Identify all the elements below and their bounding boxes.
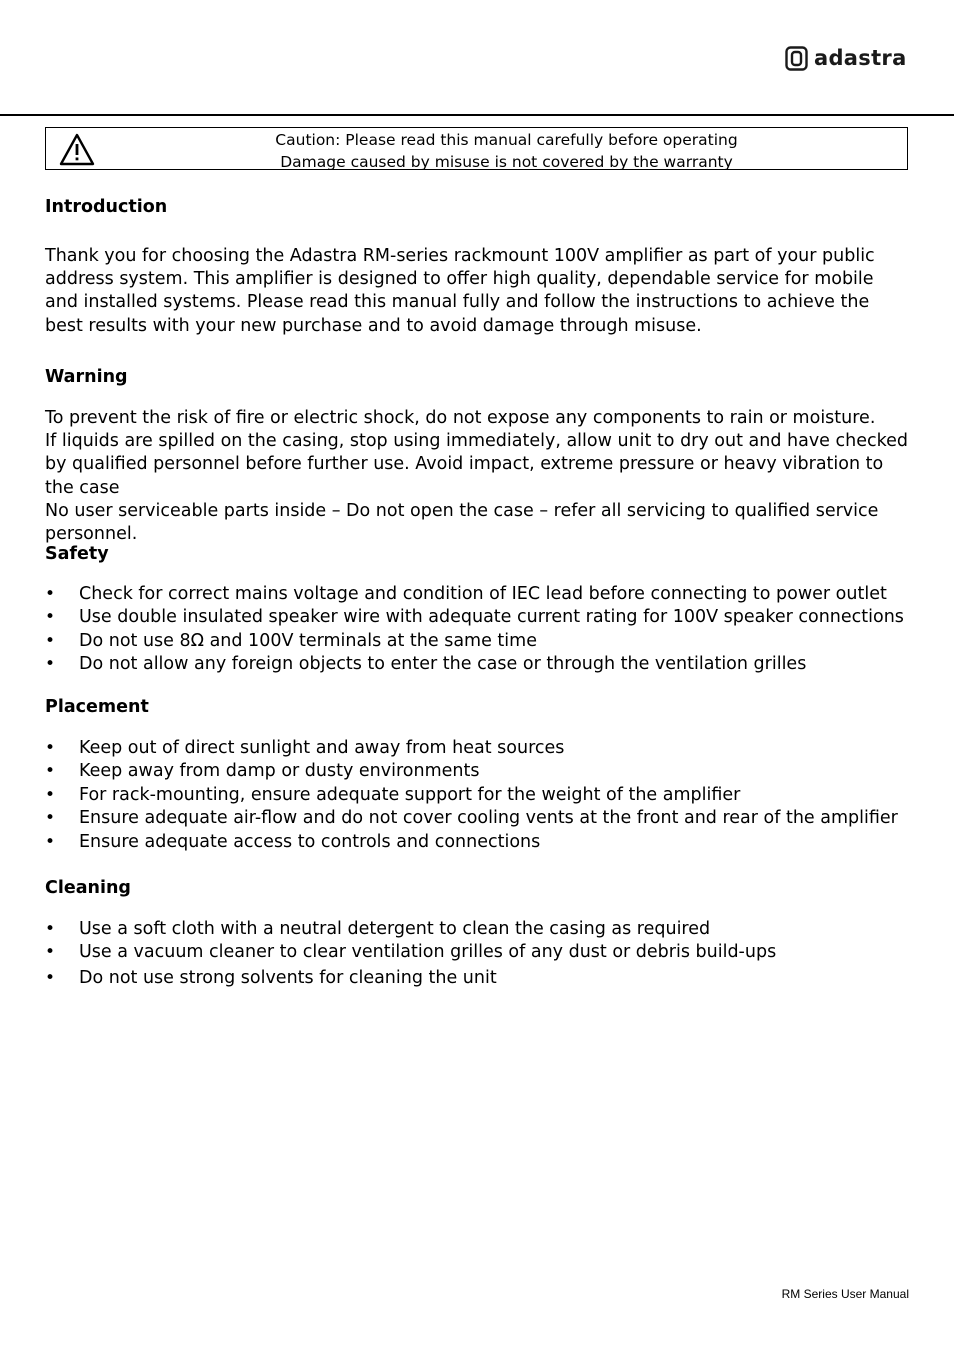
page-footer: RM Series User Manual	[781, 1287, 909, 1301]
safety-list-block	[45, 583, 910, 677]
warning-line-1: To prevent the risk of fire or electric shock, do not expose any components to rain or moisture.	[45, 408, 876, 428]
bullet-icon: •	[45, 784, 56, 805]
placement-heading: Placement	[45, 697, 149, 717]
warning-body-block	[45, 407, 910, 546]
header-rule	[0, 114, 954, 116]
bullet-icon: •	[45, 808, 56, 829]
list-item: • Ensure adequate air-flow and do not cover cooling vents at the front and rear of the amplifier	[45, 807, 910, 830]
placement-section	[45, 695, 910, 719]
cleaning-list-block	[45, 918, 910, 990]
introduction-heading: Introduction	[45, 197, 168, 217]
safety-section	[45, 542, 910, 566]
warning-heading: Warning	[45, 367, 128, 387]
brand-logo	[785, 44, 907, 72]
warning-line-2: If liquids are spilled on the casing, stop using immediately, allow unit to dry out and have checked by qualified personnel before further use. Avoid impact, extreme pressure or heavy vibration to the case	[45, 431, 908, 498]
adastra-logo-icon	[785, 46, 808, 71]
placement-list	[45, 737, 910, 854]
list-item: • Use a soft cloth with a neutral detergent to clean the casing as required	[45, 918, 910, 941]
bullet-icon: •	[45, 654, 56, 675]
cleaning-list	[45, 918, 910, 990]
list-item: • Keep away from damp or dusty environments	[45, 760, 910, 783]
warning-section	[45, 365, 910, 389]
list-item: • For rack-mounting, ensure adequate support for the weight of the amplifier	[45, 784, 910, 807]
bullet-icon: •	[45, 738, 56, 758]
bullet-icon: •	[45, 607, 56, 628]
logo-wordmark: adastra	[814, 46, 907, 70]
bullet-icon: •	[45, 967, 56, 988]
cleaning-heading: Cleaning	[45, 878, 131, 898]
cleaning-section	[45, 876, 910, 900]
introduction-body: Thank you for choosing the Adastra RM-series rackmount 100V amplifier as part of your public address system. This amplifier is designed to offer high quality, dependable service for mobile and installed systems. Please read this manual fully and follow the instructions to achieve the best results with your new purchase and to avoid damage through misuse.	[45, 246, 875, 336]
list-item: • Do not use strong solvents for cleaning the unit	[45, 967, 910, 990]
introduction-section	[45, 195, 910, 219]
list-item: • Do not use 8Ω and 100V terminals at the same time	[45, 630, 910, 653]
introduction-body-block	[45, 245, 910, 338]
caution-line-2: Damage caused by misuse is not covered by the warranty	[280, 153, 733, 171]
list-item: • Use double insulated speaker wire with adequate current rating for 100V speaker connections	[45, 606, 910, 629]
list-item: • Keep out of direct sunlight and away from heat sources	[45, 737, 910, 760]
bullet-icon: •	[45, 942, 56, 963]
placement-list-block	[45, 737, 910, 854]
bullet-icon: •	[45, 630, 56, 651]
bullet-icon: •	[45, 831, 56, 852]
caution-text	[106, 129, 907, 173]
list-item: • Check for correct mains voltage and condition of IEC lead before connecting to power outlet	[45, 583, 910, 606]
safety-heading: Safety	[45, 544, 109, 564]
list-item: • Do not allow any foreign objects to enter the case or through the ventilation grilles	[45, 653, 910, 676]
caution-box	[45, 127, 908, 170]
bullet-icon: •	[45, 919, 56, 939]
bullet-icon: •	[45, 584, 56, 604]
caution-line-1: Caution: Please read this manual carefully before operating	[275, 131, 738, 149]
warning-line-3: No user serviceable parts inside – Do not open the case – refer all servicing to qualified service personnel.	[45, 500, 879, 545]
list-item: • Ensure adequate access to controls and connections	[45, 831, 910, 854]
bullet-icon: •	[45, 761, 56, 782]
list-item: • Use a vacuum cleaner to clear ventilation grilles of any dust or debris build-ups	[45, 941, 910, 964]
warning-triangle-icon	[58, 132, 96, 167]
safety-list	[45, 583, 910, 677]
